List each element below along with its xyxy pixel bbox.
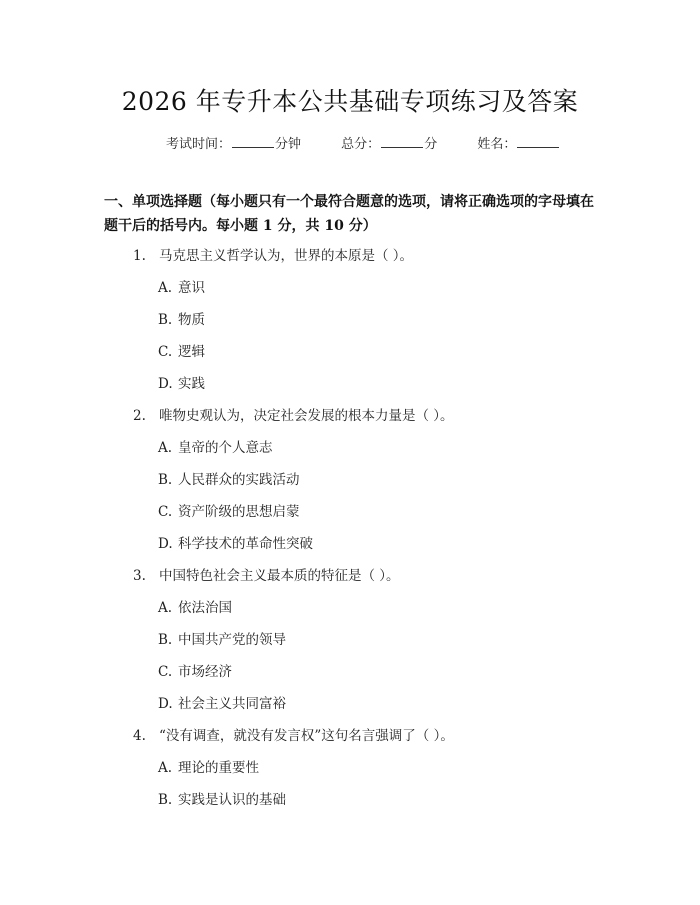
option-text: 逻辑: [178, 344, 205, 360]
exam-time: [166, 133, 301, 152]
score-unit: 分: [424, 137, 438, 152]
option-text: 科学技术的革命性突破: [178, 536, 313, 552]
time-label: 考试时间：: [166, 137, 232, 152]
question: [133, 564, 400, 584]
option-letter: D.: [158, 536, 173, 552]
page-title: 2026 年专升本公共基础专项练习及答案: [121, 87, 579, 116]
option-text: 实践: [178, 376, 205, 392]
option: [158, 340, 205, 360]
option: [158, 372, 205, 392]
option-text: 实践是认识的基础: [178, 792, 286, 808]
option: [158, 628, 286, 648]
option-letter: D.: [158, 376, 173, 392]
option-letter: C.: [158, 664, 173, 680]
option-text: 皇帝的个人意志: [178, 440, 273, 456]
option: [158, 596, 232, 616]
option-letter: A.: [158, 600, 173, 616]
option: [158, 788, 286, 808]
question: [133, 404, 454, 424]
option-letter: A.: [158, 280, 173, 296]
option: [158, 436, 273, 456]
question: [133, 724, 454, 744]
option-letter: B.: [158, 312, 173, 328]
option-text: 意识: [178, 280, 205, 296]
option-letter: A.: [158, 760, 173, 776]
exam-name: [477, 133, 560, 152]
option: [158, 532, 313, 552]
option-text: 理论的重要性: [178, 760, 259, 776]
question: [133, 244, 413, 264]
question-stem: “没有调查，就没有发言权”这句名言强调了（ ）。: [159, 728, 454, 744]
option-letter: B.: [158, 632, 173, 648]
option: [158, 308, 205, 328]
option-letter: B.: [158, 792, 173, 808]
score-label: 总分：: [341, 137, 381, 152]
option-text: 人民群众的实践活动: [178, 472, 300, 488]
option: [158, 276, 205, 296]
exam-meta: [166, 133, 596, 152]
option: [158, 692, 286, 712]
option-text: 中国共产党的领导: [178, 632, 286, 648]
option-letter: A.: [158, 440, 173, 456]
option: [158, 468, 300, 488]
question-number: 3.: [133, 568, 146, 584]
option-letter: B.: [158, 472, 173, 488]
name-label: 姓名：: [477, 137, 517, 152]
option: [158, 660, 232, 680]
question-number: 4.: [133, 728, 146, 744]
time-blank: [232, 135, 274, 148]
option-letter: C.: [158, 504, 173, 520]
question-number: 1.: [133, 248, 146, 264]
question-stem: 中国特色社会主义最本质的特征是（ ）。: [159, 568, 400, 584]
option-text: 社会主义共同富裕: [178, 696, 286, 712]
score-blank: [381, 135, 423, 148]
name-blank: [517, 135, 559, 148]
option: [158, 500, 300, 520]
option: [158, 756, 259, 776]
option-text: 物质: [178, 312, 205, 328]
option-letter: C.: [158, 344, 173, 360]
question-stem: 马克思主义哲学认为，世界的本原是（ ）。: [159, 248, 414, 264]
time-unit: 分钟: [275, 137, 302, 152]
option-letter: D.: [158, 696, 173, 712]
exam-score: [341, 133, 437, 152]
option-text: 资产阶级的思想启蒙: [178, 504, 300, 520]
option-text: 市场经济: [178, 664, 232, 680]
section-heading: 一、单项选择题（每小题只有一个最符合题意的选项，请将正确选项的字母填在题干后的括号内。每小题 1 分，共 10 分）: [104, 194, 594, 234]
question-number: 2.: [133, 408, 146, 424]
option-text: 依法治国: [178, 600, 232, 616]
question-stem: 唯物史观认为，决定社会发展的根本力量是（ ）。: [159, 408, 454, 424]
